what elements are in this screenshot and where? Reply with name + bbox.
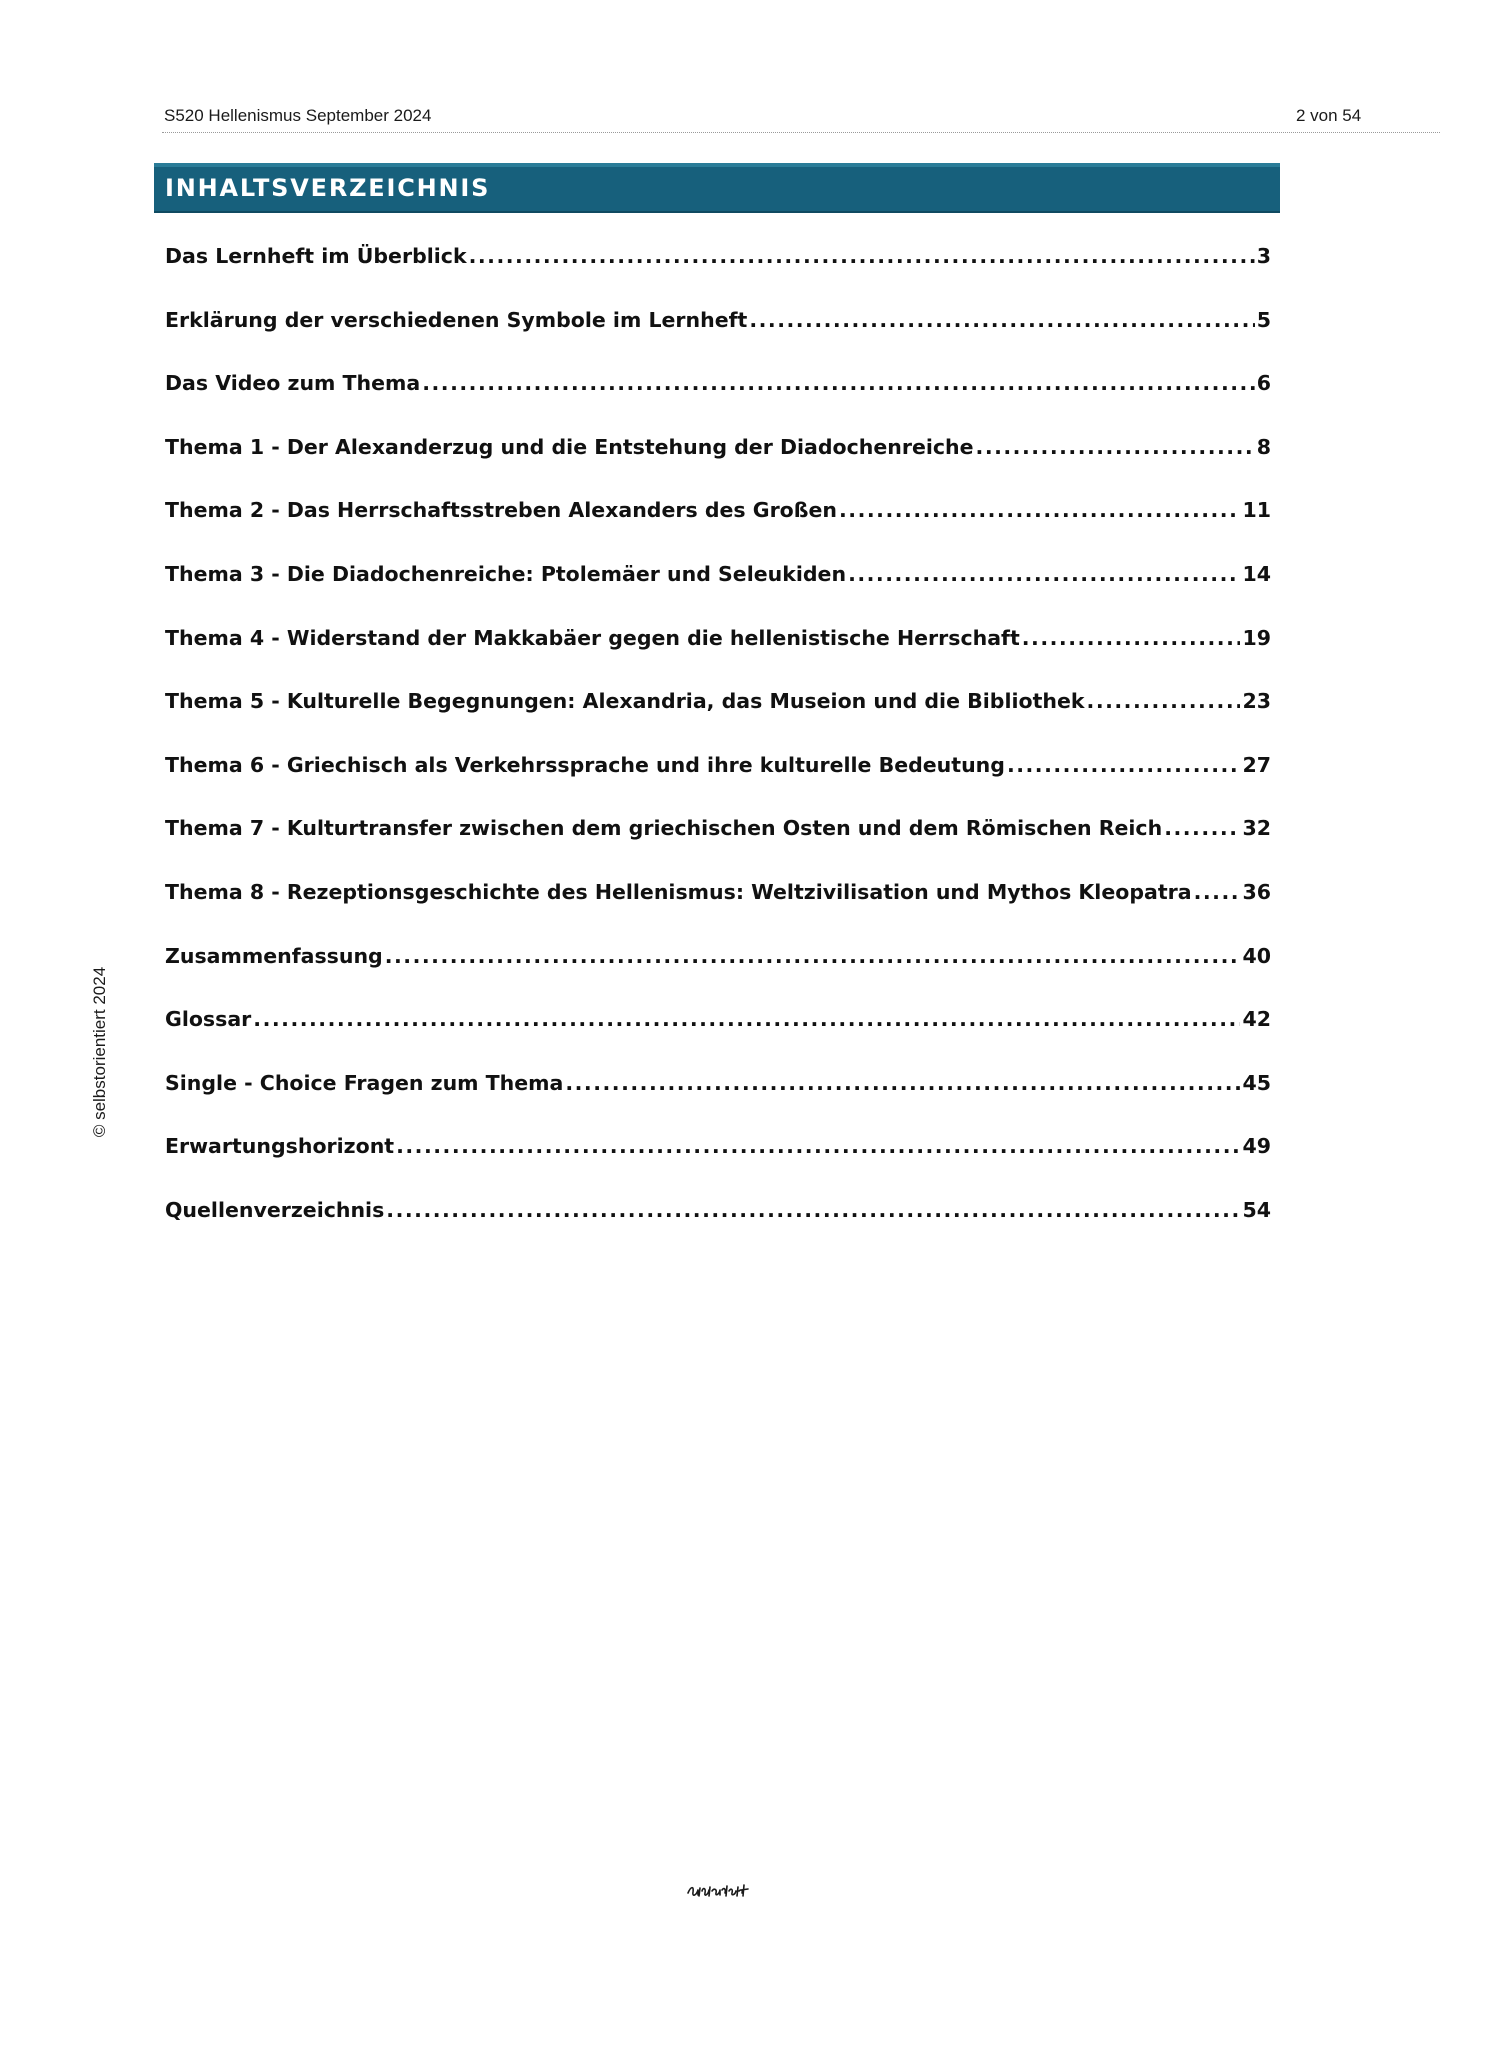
toc-heading-banner [154,163,1280,213]
toc-dot-leader [1087,689,1241,713]
toc-entry[interactable] [165,944,1271,1008]
toc-dot-leader [1022,626,1241,650]
toc-entry-label: Thema 6 - Griechisch als Verkehrssprache und ihre kulturelle Bedeutung [165,752,1005,777]
toc-dot-leader [839,498,1240,522]
toc-entry-page: 45 [1242,1070,1271,1095]
toc-entry[interactable] [165,880,1271,944]
toc-entry-page: 23 [1242,689,1271,714]
copyright-note: © selbstorientiert 2024 [90,966,109,1138]
toc-entry-label: Thema 4 - Widerstand der Makkabäer gegen die hellenistische Herrschaft [165,625,1020,650]
toc-entry-label: Das Video zum Thema [165,371,421,396]
toc-entry-label: Erwartungshorizont [165,1134,395,1159]
toc-entry[interactable] [165,562,1271,626]
toc-dot-leader [565,1071,1240,1095]
toc-entry[interactable] [165,498,1271,562]
toc-entry-label: Thema 2 - Das Herrschaftsstreben Alexanders des Großen [165,498,838,523]
toc-entry-page: 8 [1256,434,1271,459]
toc-entry[interactable] [165,753,1271,817]
toc-dot-leader [848,562,1240,586]
toc-dot-leader [422,371,1255,395]
toc-entry-label: Erklärung der verschiedenen Symbole im Lernheft [165,307,748,332]
toc-entry-page: 42 [1242,1007,1271,1032]
toc-entry-label: Glossar [165,1007,252,1032]
toc-entry-page: 40 [1242,943,1271,968]
toc-entry-page: 6 [1256,371,1271,396]
toc-entry-page: 3 [1256,244,1271,268]
toc-dot-leader [396,1134,1240,1158]
toc-entry[interactable] [165,308,1271,372]
toc-entry-label: Single - Choice Fragen zum Thema [165,1070,564,1095]
toc-entry-label: Quellenverzeichnis [165,1197,385,1222]
page-indicator: 2 von 54 [1296,106,1362,125]
toc-entry-label: Thema 7 - Kulturtransfer zwischen dem griechischen Osten und dem Römischen Reich [165,816,1163,841]
toc-entry[interactable] [165,435,1271,499]
toc-entry[interactable] [165,1134,1271,1198]
toc-entry-label: Thema 3 - Die Diadochenreiche: Ptolemäer und Seleukiden [165,561,847,586]
toc-entry-label: Das Lernheft im Überblick [165,244,467,268]
toc-entry-label: Thema 5 - Kulturelle Begegnungen: Alexandria, das Museion und die Bibliothek [165,689,1085,714]
toc-entry[interactable] [165,626,1271,690]
toc-entry-page: 36 [1242,879,1271,904]
toc-entry[interactable] [165,244,1271,308]
toc-entry-page: 49 [1242,1134,1271,1159]
toc-dot-leader [749,308,1254,332]
toc-entry[interactable] [165,1071,1271,1135]
toc-entry-page: 32 [1242,816,1271,841]
toc-dot-leader [386,1198,1240,1222]
page-header [162,104,1440,133]
toc-entry-page: 27 [1242,752,1271,777]
toc-entry[interactable] [165,1198,1271,1262]
table-of-contents [165,244,1271,1262]
toc-dot-leader [976,435,1255,459]
toc-entry[interactable] [165,1007,1271,1071]
toc-entry-label: Zusammenfassung [165,943,383,968]
toc-dot-leader [385,944,1241,968]
toc-entry[interactable] [165,816,1271,880]
toc-entry-page: 14 [1242,561,1271,586]
toc-entry-label: Thema 1 - Der Alexanderzug und die Entstehung der Diadochenreiche [165,434,974,459]
toc-dot-leader [1194,880,1241,904]
toc-entry-label: Thema 8 - Rezeptionsgeschichte des Hellenismus: Weltzivilisation und Mythos Kleopatra [165,879,1192,904]
toc-entry[interactable] [165,689,1271,753]
toc-entry-page: 5 [1256,307,1271,332]
toc-dot-leader [253,1007,1240,1031]
toc-entry-page: 11 [1242,498,1271,523]
toc-dot-leader [1007,753,1241,777]
toc-heading: INHALTSVERZEICHNIS [165,174,491,202]
toc-entry[interactable] [165,371,1271,435]
toc-dot-leader [469,244,1255,268]
toc-entry-page: 54 [1242,1197,1271,1222]
signature-logo-icon [686,1879,750,1901]
toc-entry-page: 19 [1242,625,1271,650]
toc-dot-leader [1164,816,1240,840]
document-title: S520 Hellenismus September 2024 [164,106,432,125]
